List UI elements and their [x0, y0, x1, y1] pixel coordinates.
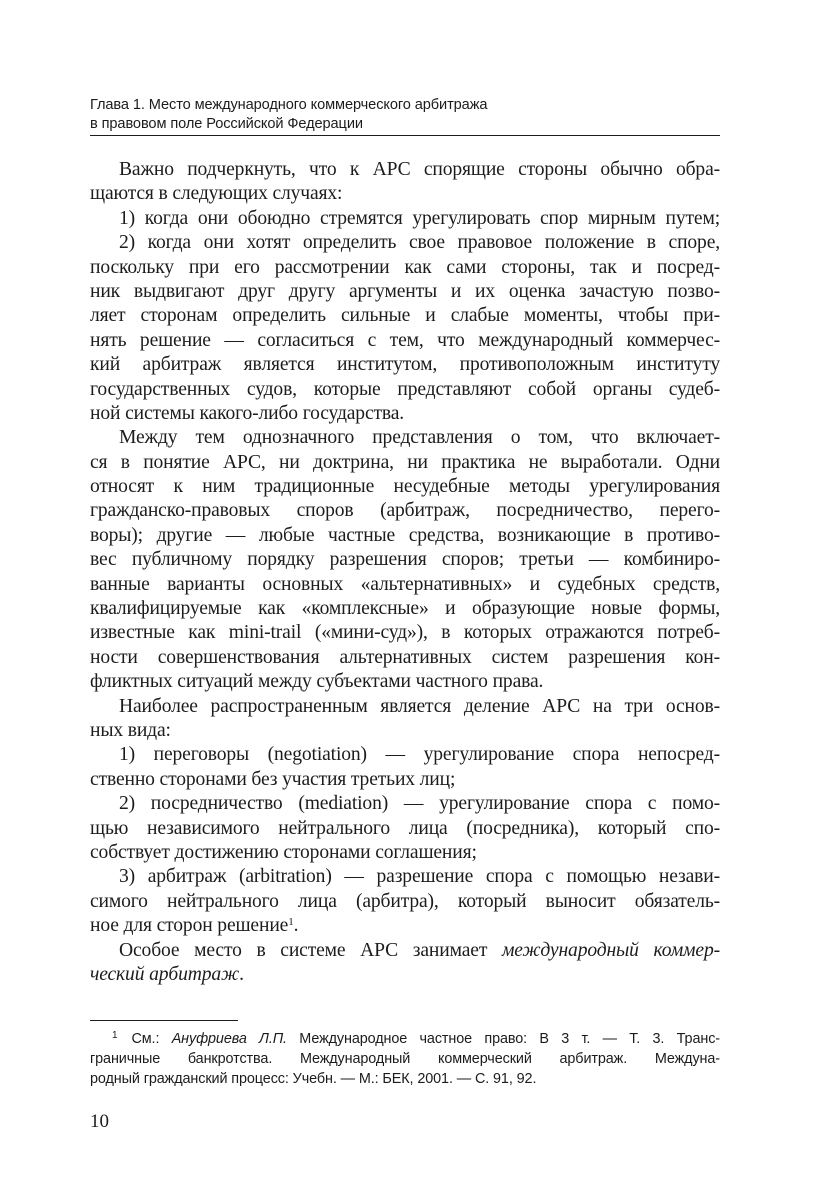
text-line: ственно сторонами без участия третьих лиц; [90, 768, 456, 790]
emphasis-text: международный коммер- [501, 939, 720, 961]
text-fragment: Особое место в системе АРС занимает [119, 939, 502, 961]
text-line: Между тем однозначного представления о том, что включает- [119, 427, 720, 449]
running-head-line-1: Глава 1. Место международного коммерческого арбитража [90, 97, 488, 113]
text-line: 2) посредничество (mediation) — урегулирование спора с помо- [119, 793, 720, 815]
emphasis-text: ческий арбитраж [90, 963, 240, 985]
footnote-author: Ануфриева Л.П. [171, 1031, 287, 1047]
text-line: ной системы какого-либо государства. [90, 402, 405, 424]
footnote-line: граничные банкротства. Международный коммерческий арбитраж. Междуна- [90, 1051, 720, 1067]
footnote-line: родный гражданский процесс: Учебн. — М.: БЕК, 2001. — С. 91, 92. [90, 1071, 537, 1087]
text-line: фликтных ситуаций между субъектами частного права. [90, 671, 544, 693]
text-line: воры); другие — любые частные средства, возникающие в противо- [90, 524, 720, 546]
text-fragment: . [239, 963, 244, 985]
text-fragment: . [293, 915, 299, 937]
text-line: квалифицируемые как «комплексные» и образующие новые формы, [90, 598, 720, 620]
text-line: 1) когда они обоюдно стремятся урегулировать спор мирным путем; [119, 207, 720, 229]
text-line: ванные варианты основных «альтернативных» и судебных средств, [90, 573, 720, 595]
text-line: Наиболее распространенным является деление АРС на три основ- [119, 695, 720, 717]
text-line: государственных судов, которые представляют собой органы судеб- [90, 378, 720, 400]
running-head-line-2: в правовом поле Российской Федерации [90, 116, 363, 132]
text-line: поскольку при его рассмотрении как сами стороны, так и посред- [90, 256, 720, 278]
text-line: щью независимого нейтрального лица (посредника), который спо- [90, 817, 720, 839]
text-line: кий арбитраж является институтом, противоположным институту [90, 354, 720, 376]
text-line: относят к ним традиционные несудебные методы урегулирования [90, 476, 720, 498]
text-line: ности совершенствования альтернативных систем разрешения кон- [90, 646, 720, 668]
text-line: Важно подчеркнуть, что к АРС спорящие стороны обычно обра- [119, 159, 720, 180]
book-page [90, 0, 720, 1199]
page-number: 10 [90, 1111, 109, 1132]
text-line: нять решение — согласиться с тем, что международный коммерчес- [90, 329, 720, 351]
footnote-text: Международное частное право: В 3 т. — Т. 3. Транс- [286, 1031, 720, 1047]
text-line [90, 939, 720, 963]
text-line: ляет сторонам определить сильные и слабые моменты, чтобы при- [90, 305, 720, 327]
text-line: собствует достижению сторонами соглашения; [90, 841, 477, 863]
text-line: ник выдвигают друг другу аргументы и их оценка зачастую позво- [90, 280, 720, 302]
footnote [90, 1029, 720, 1089]
text-line: 2) когда они хотят определить свое правовое положение в споре, [119, 232, 720, 254]
text-line: ся в понятие АРС, ни доктрина, ни практика не выработали. Одни [90, 451, 720, 473]
text-line-with-footnote [90, 914, 720, 938]
text-line: известные как mini-trail («мини-суд»), в которых отражаются потреб- [90, 622, 720, 644]
footnote-rule [90, 1020, 238, 1021]
text-fragment: ное для сторон решение [90, 915, 289, 937]
footnote-reference: 1 [288, 916, 294, 929]
text-line: щаются в следующих случаях: [90, 183, 343, 205]
text-line: 3) арбитраж (arbitration) — разрешение спора с помощью незави- [119, 866, 720, 888]
footnote-prefix: См.: [131, 1031, 172, 1047]
footnote-number: 1 [112, 1029, 118, 1041]
text-line: симого нейтрального лица (арбитра), который выносит обязатель- [90, 890, 720, 912]
header-rule [90, 135, 720, 136]
text-line: ных вида: [90, 719, 171, 741]
running-head [90, 96, 720, 134]
text-line: вес публичному порядку разрешения споров; третьи — комбиниро- [90, 549, 720, 571]
footnote-line [90, 1029, 720, 1049]
text-line: гражданско-правовых споров (арбитраж, посредничество, перего- [90, 500, 720, 522]
main-text [90, 158, 720, 987]
text-line [90, 963, 720, 987]
text-line: 1) переговоры (negotiation) — урегулирование спора непосред- [119, 744, 720, 766]
